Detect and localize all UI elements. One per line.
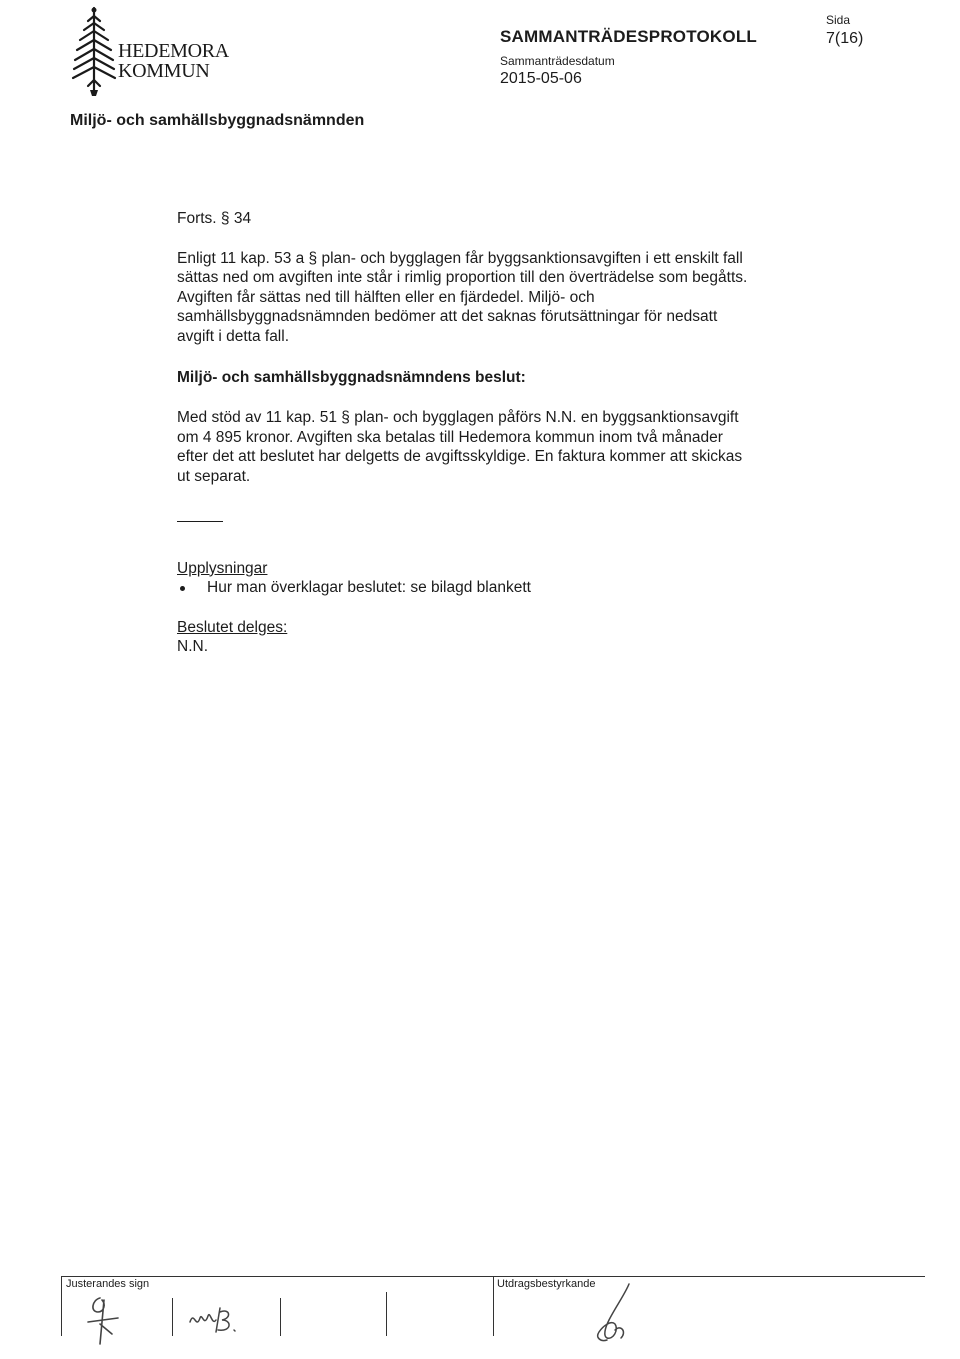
logo-wordmark-line1: HEDEMORA xyxy=(118,40,229,62)
signature-box-border xyxy=(386,1292,387,1336)
handwritten-certification-signature xyxy=(585,1280,645,1346)
decision-heading: Miljö- och samhällsbyggnadsnämndens beslut: xyxy=(177,368,526,386)
recipient: N.N. xyxy=(177,638,208,656)
text-line: Avgiften får sättas ned till hälften eller en fjärdedel. Miljö- och xyxy=(177,288,595,306)
text-line: sättas ned om avgiften inte står i rimlig proportion till den överträdelse som begåtts. xyxy=(177,269,748,287)
text-line: Enligt 11 kap. 53 a § plan- och bygglagen får byggsanktionsavgiften i ett enskilt fall xyxy=(177,249,743,267)
text-line: om 4 895 kronor. Avgiften ska betalas till Hedemora kommun inom två månader xyxy=(177,428,723,446)
legal-basis-paragraph xyxy=(177,249,797,347)
signature-box-border xyxy=(61,1276,62,1336)
handwritten-initials-2 xyxy=(186,1300,246,1340)
text-line: samhällsbyggnadsnämnden bedömer att det saknas förutsättningar för nedsatt xyxy=(177,308,718,326)
meeting-date-label: Sammanträdesdatum xyxy=(500,54,615,68)
separator-line xyxy=(177,521,223,522)
handwritten-initials-1 xyxy=(78,1288,138,1348)
signature-box-border xyxy=(493,1276,494,1336)
text-line: efter det att beslutet har delgetts de avgiftsskyldige. En faktura kommer att skickas xyxy=(177,448,743,466)
info-list xyxy=(177,578,797,598)
page-label: Sida xyxy=(826,13,851,27)
text-line: Med stöd av 11 kap. 51 § plan- och bygglagen påförs N.N. en byggsanktionsavgift xyxy=(177,409,739,427)
info-heading: Upplysningar xyxy=(177,559,268,577)
decision-paragraph xyxy=(177,408,797,486)
list-item: Hur man överklagar beslutet: se bilagd blankett xyxy=(177,578,797,598)
text-line: avgift i detta fall. xyxy=(177,327,290,345)
signature-box-border xyxy=(172,1298,173,1336)
document-type: SAMMANTRÄDESPROTOKOLL xyxy=(500,27,757,46)
committee-name: Miljö- och samhällsbyggnadsnämnden xyxy=(70,112,365,129)
adjuster-sign-label: Justerandes sign xyxy=(66,1278,150,1290)
extract-certification-label: Utdragsbestyrkande xyxy=(497,1278,596,1290)
spruce-tree-icon xyxy=(70,6,118,96)
signature-box-border xyxy=(280,1298,281,1336)
continuation-note: Forts. § 34 xyxy=(177,210,252,227)
meeting-date: 2015-05-06 xyxy=(500,70,582,87)
recipients-heading: Beslutet delges: xyxy=(177,618,288,636)
text-line: ut separat. xyxy=(177,467,251,485)
municipality-logo xyxy=(70,6,250,98)
protocol-body xyxy=(177,209,797,657)
logo-wordmark-line2: KOMMUN xyxy=(118,60,210,82)
page-number: 7(16) xyxy=(826,30,864,47)
